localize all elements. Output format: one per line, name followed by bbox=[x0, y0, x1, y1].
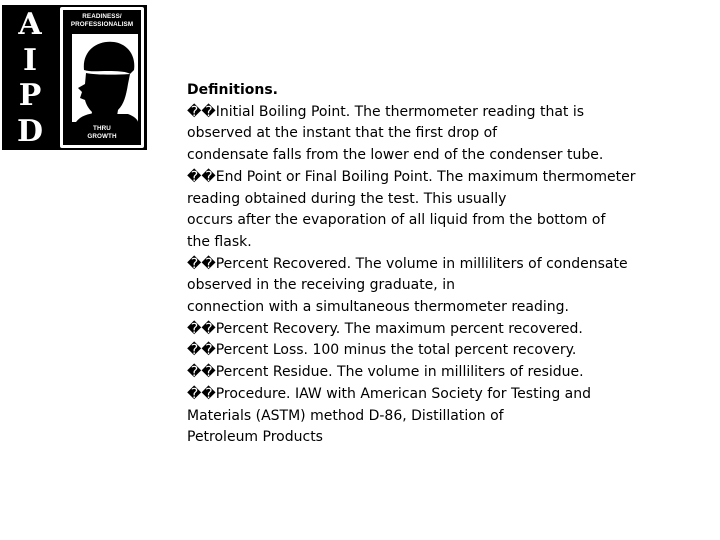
line-text: Petroleum Products bbox=[187, 429, 323, 446]
section-heading: Definitions. bbox=[187, 82, 278, 98]
line-text: Percent Residue. The volume in milliliters of residue. bbox=[215, 364, 584, 381]
logo-top-line: PROFESSIONALISM bbox=[70, 21, 134, 28]
text-line bbox=[187, 189, 707, 211]
line-text: condensate falls from the lower end of the condenser tube. bbox=[187, 147, 604, 164]
bullet-glyph: �� bbox=[187, 255, 216, 272]
line-text: End Point or Final Boiling Point. The maximum thermometer bbox=[215, 168, 636, 185]
logo-letters bbox=[6, 7, 54, 150]
line-text: connection with a simultaneous thermometer reading. bbox=[187, 299, 569, 316]
logo-letter: D bbox=[16, 114, 43, 150]
text-line bbox=[187, 210, 707, 232]
definitions-text-block bbox=[187, 80, 707, 449]
line-text: the flask. bbox=[187, 233, 252, 250]
bullet-line bbox=[187, 102, 707, 124]
text-line bbox=[187, 406, 707, 428]
line-text: reading obtained during the test. This usually bbox=[187, 190, 507, 207]
text-line bbox=[187, 145, 707, 167]
logo-letter: I bbox=[22, 42, 38, 78]
line-text: Procedure. IAW with American Society for Testing and bbox=[215, 385, 592, 402]
aipd-logo bbox=[2, 5, 147, 150]
line-text: Percent Recovered. The volume in milliliters of condensate bbox=[215, 255, 628, 272]
line-text: Materials (ASTM) method D-86, Distillation of bbox=[187, 407, 504, 424]
bullet-line bbox=[187, 362, 707, 384]
bullet-line bbox=[187, 254, 707, 276]
bullet-glyph: �� bbox=[187, 342, 216, 359]
bullet-line bbox=[187, 340, 707, 362]
text-line bbox=[187, 232, 707, 254]
logo-top-text bbox=[63, 13, 141, 29]
bullet-line bbox=[187, 384, 707, 406]
line-text: occurs after the evaporation of all liquid from the bottom of bbox=[187, 212, 606, 229]
text-line bbox=[187, 275, 707, 297]
logo-emblem bbox=[63, 10, 141, 145]
line-text: Percent Loss. 100 minus the total percent recovery. bbox=[215, 342, 577, 359]
bullet-glyph: �� bbox=[187, 103, 216, 120]
text-line bbox=[187, 123, 707, 145]
logo-top-line: READINESS/ bbox=[82, 13, 122, 20]
logo-letter: P bbox=[18, 78, 42, 114]
logo-bottom-line: GROWTH bbox=[87, 133, 117, 140]
bullet-glyph: �� bbox=[187, 320, 216, 337]
line-text: Percent Recovery. The maximum percent recovered. bbox=[215, 320, 583, 337]
bullet-glyph: �� bbox=[187, 168, 216, 185]
line-text: Initial Boiling Point. The thermometer reading that is bbox=[215, 103, 585, 120]
line-text: observed in the receiving graduate, in bbox=[187, 277, 455, 294]
logo-bottom-text bbox=[63, 125, 141, 141]
bullet-glyph: �� bbox=[187, 364, 216, 381]
bullet-glyph: �� bbox=[187, 385, 216, 402]
bullet-line bbox=[187, 319, 707, 341]
logo-letter: A bbox=[18, 6, 42, 42]
text-line bbox=[187, 427, 707, 449]
line-text: observed at the instant that the first drop of bbox=[187, 125, 498, 142]
logo-emblem-panel bbox=[60, 7, 144, 148]
logo-bottom-line: THRU bbox=[93, 125, 111, 132]
definition-lines bbox=[187, 102, 707, 449]
bullet-line bbox=[187, 167, 707, 189]
soldier-helmet-icon bbox=[68, 34, 142, 122]
text-line bbox=[187, 297, 707, 319]
